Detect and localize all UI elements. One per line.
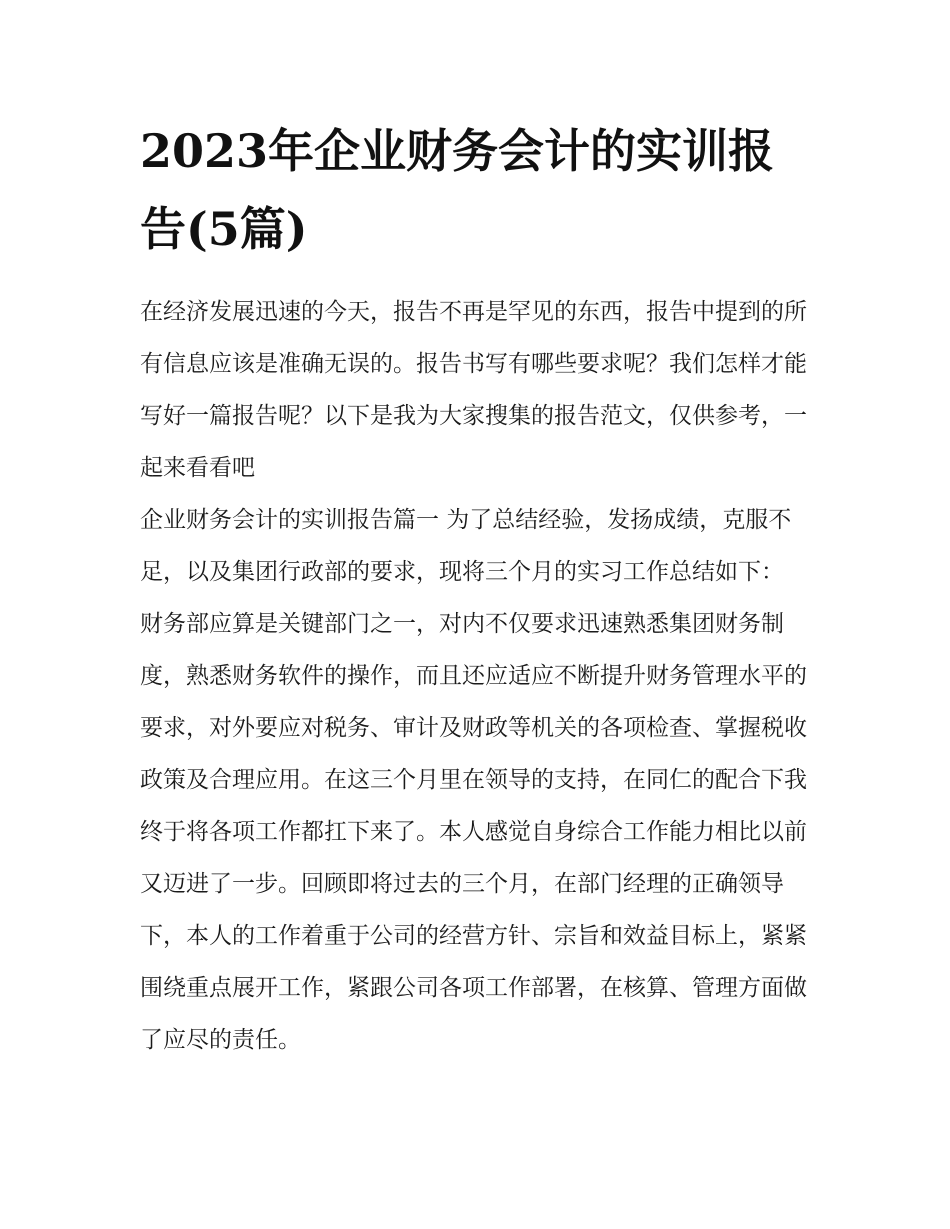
document-title: 2023年企业财务会计的实训报告(5篇)	[140, 124, 775, 256]
paragraph-intro: 在经济发展迅速的今天，报告不再是罕见的东西，报告中提到的所有信息应该是准确无误的。报告书写有哪些要求呢？我们怎样才能写好一篇报告呢？以下是我为大家搜集的报告范文，仅供参考，一起来看看吧	[140, 299, 807, 481]
paragraph-section-one: 企业财务会计的实训报告篇一 为了总结经验，发扬成绩，克服不足，以及集团行政部的要求，现将三个月的实习工作总结如下：	[140, 507, 792, 585]
paragraph-work-summary: 财务部应算是关键部门之一，对内不仅要求迅速熟悉集团财务制度，熟悉财务软件的操作，而且还应适应不断提升财务管理水平的要求，对外要应对税务、审计及财政等机关的各项检查、掌握税收政策及合理应用。在这三个月里在领导的支持，在同仁的配合下我终于将各项工作都扛下来了。本人感觉自身综合工作能力相比以前又迈进了一步。回顾即将过去的三个月，在部门经理的正确领导下，本人的工作着重于公司的经营方针、宗旨和效益目标上，紧紧围绕重点展开工作，紧跟公司各项工作部署，在核算、管理方面做了应尽的责任。	[140, 611, 807, 1053]
document-body	[140, 112, 812, 1066]
document-text	[140, 286, 812, 1066]
